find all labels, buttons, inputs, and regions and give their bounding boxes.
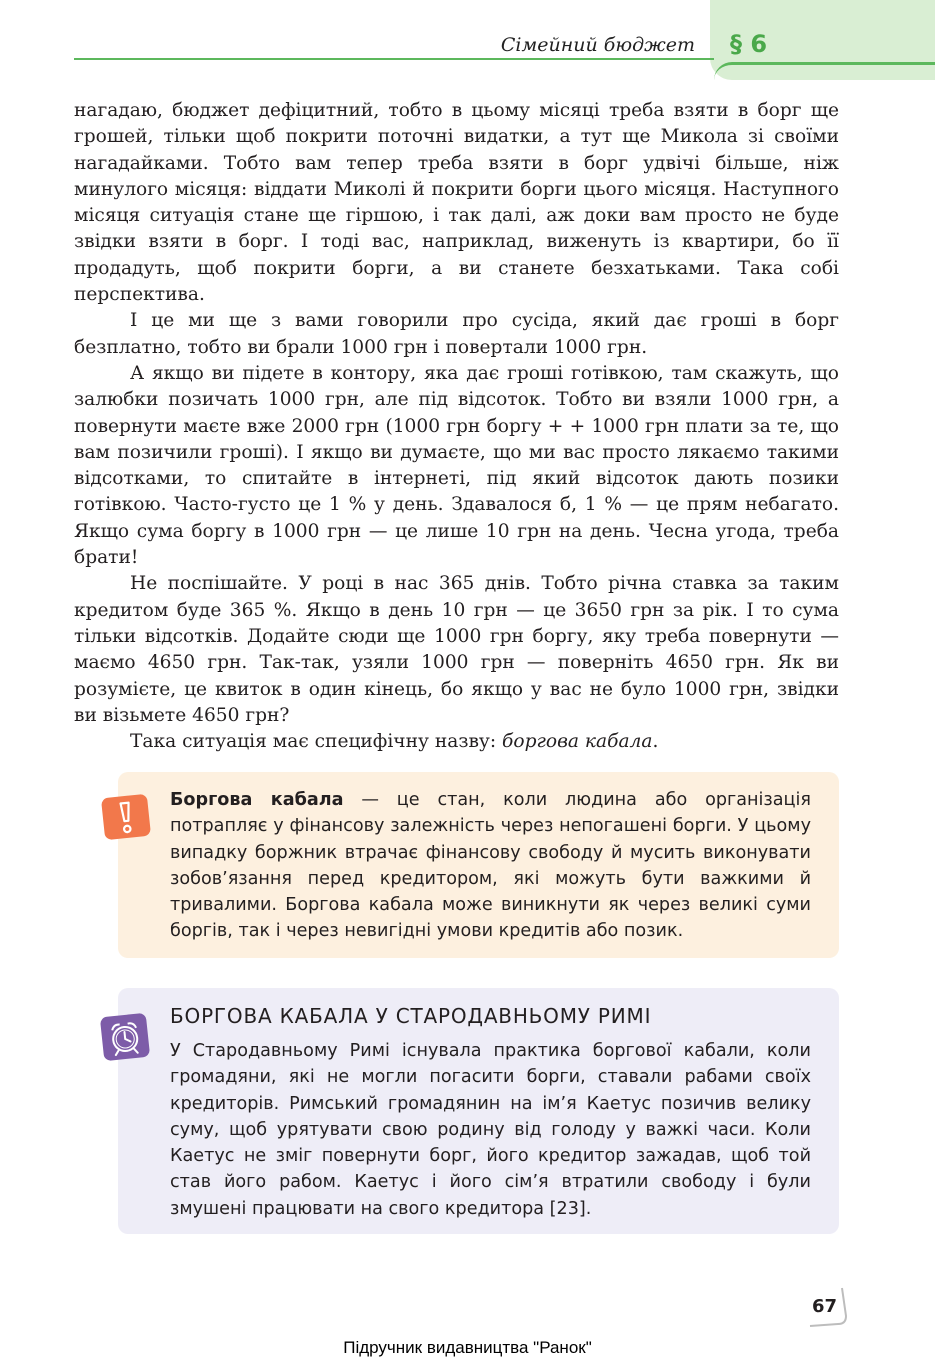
- alarm-clock-icon: [99, 1012, 151, 1062]
- running-header-title: Сімейний бюджет: [500, 34, 695, 56]
- definition-text: [170, 787, 811, 945]
- paragraph-5: [74, 729, 839, 755]
- publisher-footer: Підручник видавництва "Ранок": [343, 1338, 592, 1357]
- page-number: 67: [812, 1296, 838, 1317]
- history-title: БОРГОВА КАБАЛА У СТАРОДАВНЬОМУ РИМІ: [170, 1004, 652, 1028]
- paragraph-2: І це ми ще з вами говорили про сусіда, який дає гроші в борг безплатно, тобто ви брали 1000 грн і повертали 1000 грн.: [74, 310, 839, 358]
- section-number: § 6: [730, 30, 768, 58]
- paragraph-5-lead: Така ситуація має специфічну назву:: [130, 731, 503, 753]
- definition-body: — це стан, коли людина або організація потрапляє у фінансову залежність через непогашені борги. У цьому випадку боржник втрачає фінансову свободу й мусить виконувати зобов’язання перед кредитором, які можуть бути важкими й тривалими. Боргова кабала може виникнути як через великі суми боргів, так і через невигідні умови кредитів або позик.: [170, 790, 811, 942]
- term-italic: боргова кабала: [502, 731, 653, 753]
- paragraph-1: нагадаю, бюджет дефіцитний, тобто в цьому місяці треба взяти в борг ще грошей, тільки щоб покрити поточні видатки, а тут ще Микола зі своїми нагадайками. Тобто вам тепер треба взяти в борг удвічі більше, ніж минулого місяця: віддати Миколі й покрити борги цього місяця. Наступного місяця ситуація стане ще гіршою, і так далі, аж доки вам просто не буде звідки взяти в борг. І тоді вас, наприклад, виженуть із квартири, бо її продадуть, щоб покрити борги, а ви станете безхатьками. Така собі перспектива.: [74, 100, 839, 306]
- main-text: [74, 98, 839, 755]
- definition-term: Боргова кабала: [170, 790, 344, 810]
- header-rule: [74, 58, 714, 60]
- history-text: У Стародавньому Римі існувала практика боргової кабали, коли громадяни, які не могли погасити борги, ставали рабами своїх кредиторів. Римський громадянин на ім’я Каетус позичив велику суму, щоб урятувати свою родину від голоду у важкі часи. Коли Каетус не зміг повернути борг, його кредитор зажадав, щоб той став його рабом. Каетус і його сім’я втратили свободу і були змушені працювати на свого кредитора [23].: [170, 1041, 811, 1219]
- section-tab-edge: [714, 62, 935, 83]
- exclamation-icon: [100, 793, 152, 841]
- paragraph-4: Не поспішайте. У році в нас 365 днів. Тобто річна ставка за таким кредитом буде 365 %. Якщо в день 10 грн — це 3650 грн за рік. І то сума тільки відсотків. Додайте сюди ще 1000 грн боргу, яку треба повернути — маємо 4650 грн. Так-так, узяли 1000 грн — поверніть 4650 грн. Як ви розумієте, це квиток в один кінець, бо якщо у вас не було 1000 грн, звідки ви візьмете 4650 грн?: [74, 573, 839, 726]
- paragraph-5-end: .: [652, 731, 659, 753]
- paragraph-3: А якщо ви підете в контору, яка дає гроші готівкою, там скажуть, що залюбки позичать 1000 грн, але під відсоток. Тобто ви взяли 1000 грн, а повернути маєте вже 2000 грн (1000 грн боргу + + 1000 грн плати за те, що вам позичили гроші). І якщо ви думаєте, що ми вас просто лякаємо такими відсотками, то спитайте в інтернеті, під який відсоток дають позики готівкою. Часто-густо це 1 % у день. Здавалося б, 1 % — це прям небагато. Якщо сума боргу в 1000 грн — це лише 10 грн на день. Чесна угода, треба брати!: [74, 362, 839, 569]
